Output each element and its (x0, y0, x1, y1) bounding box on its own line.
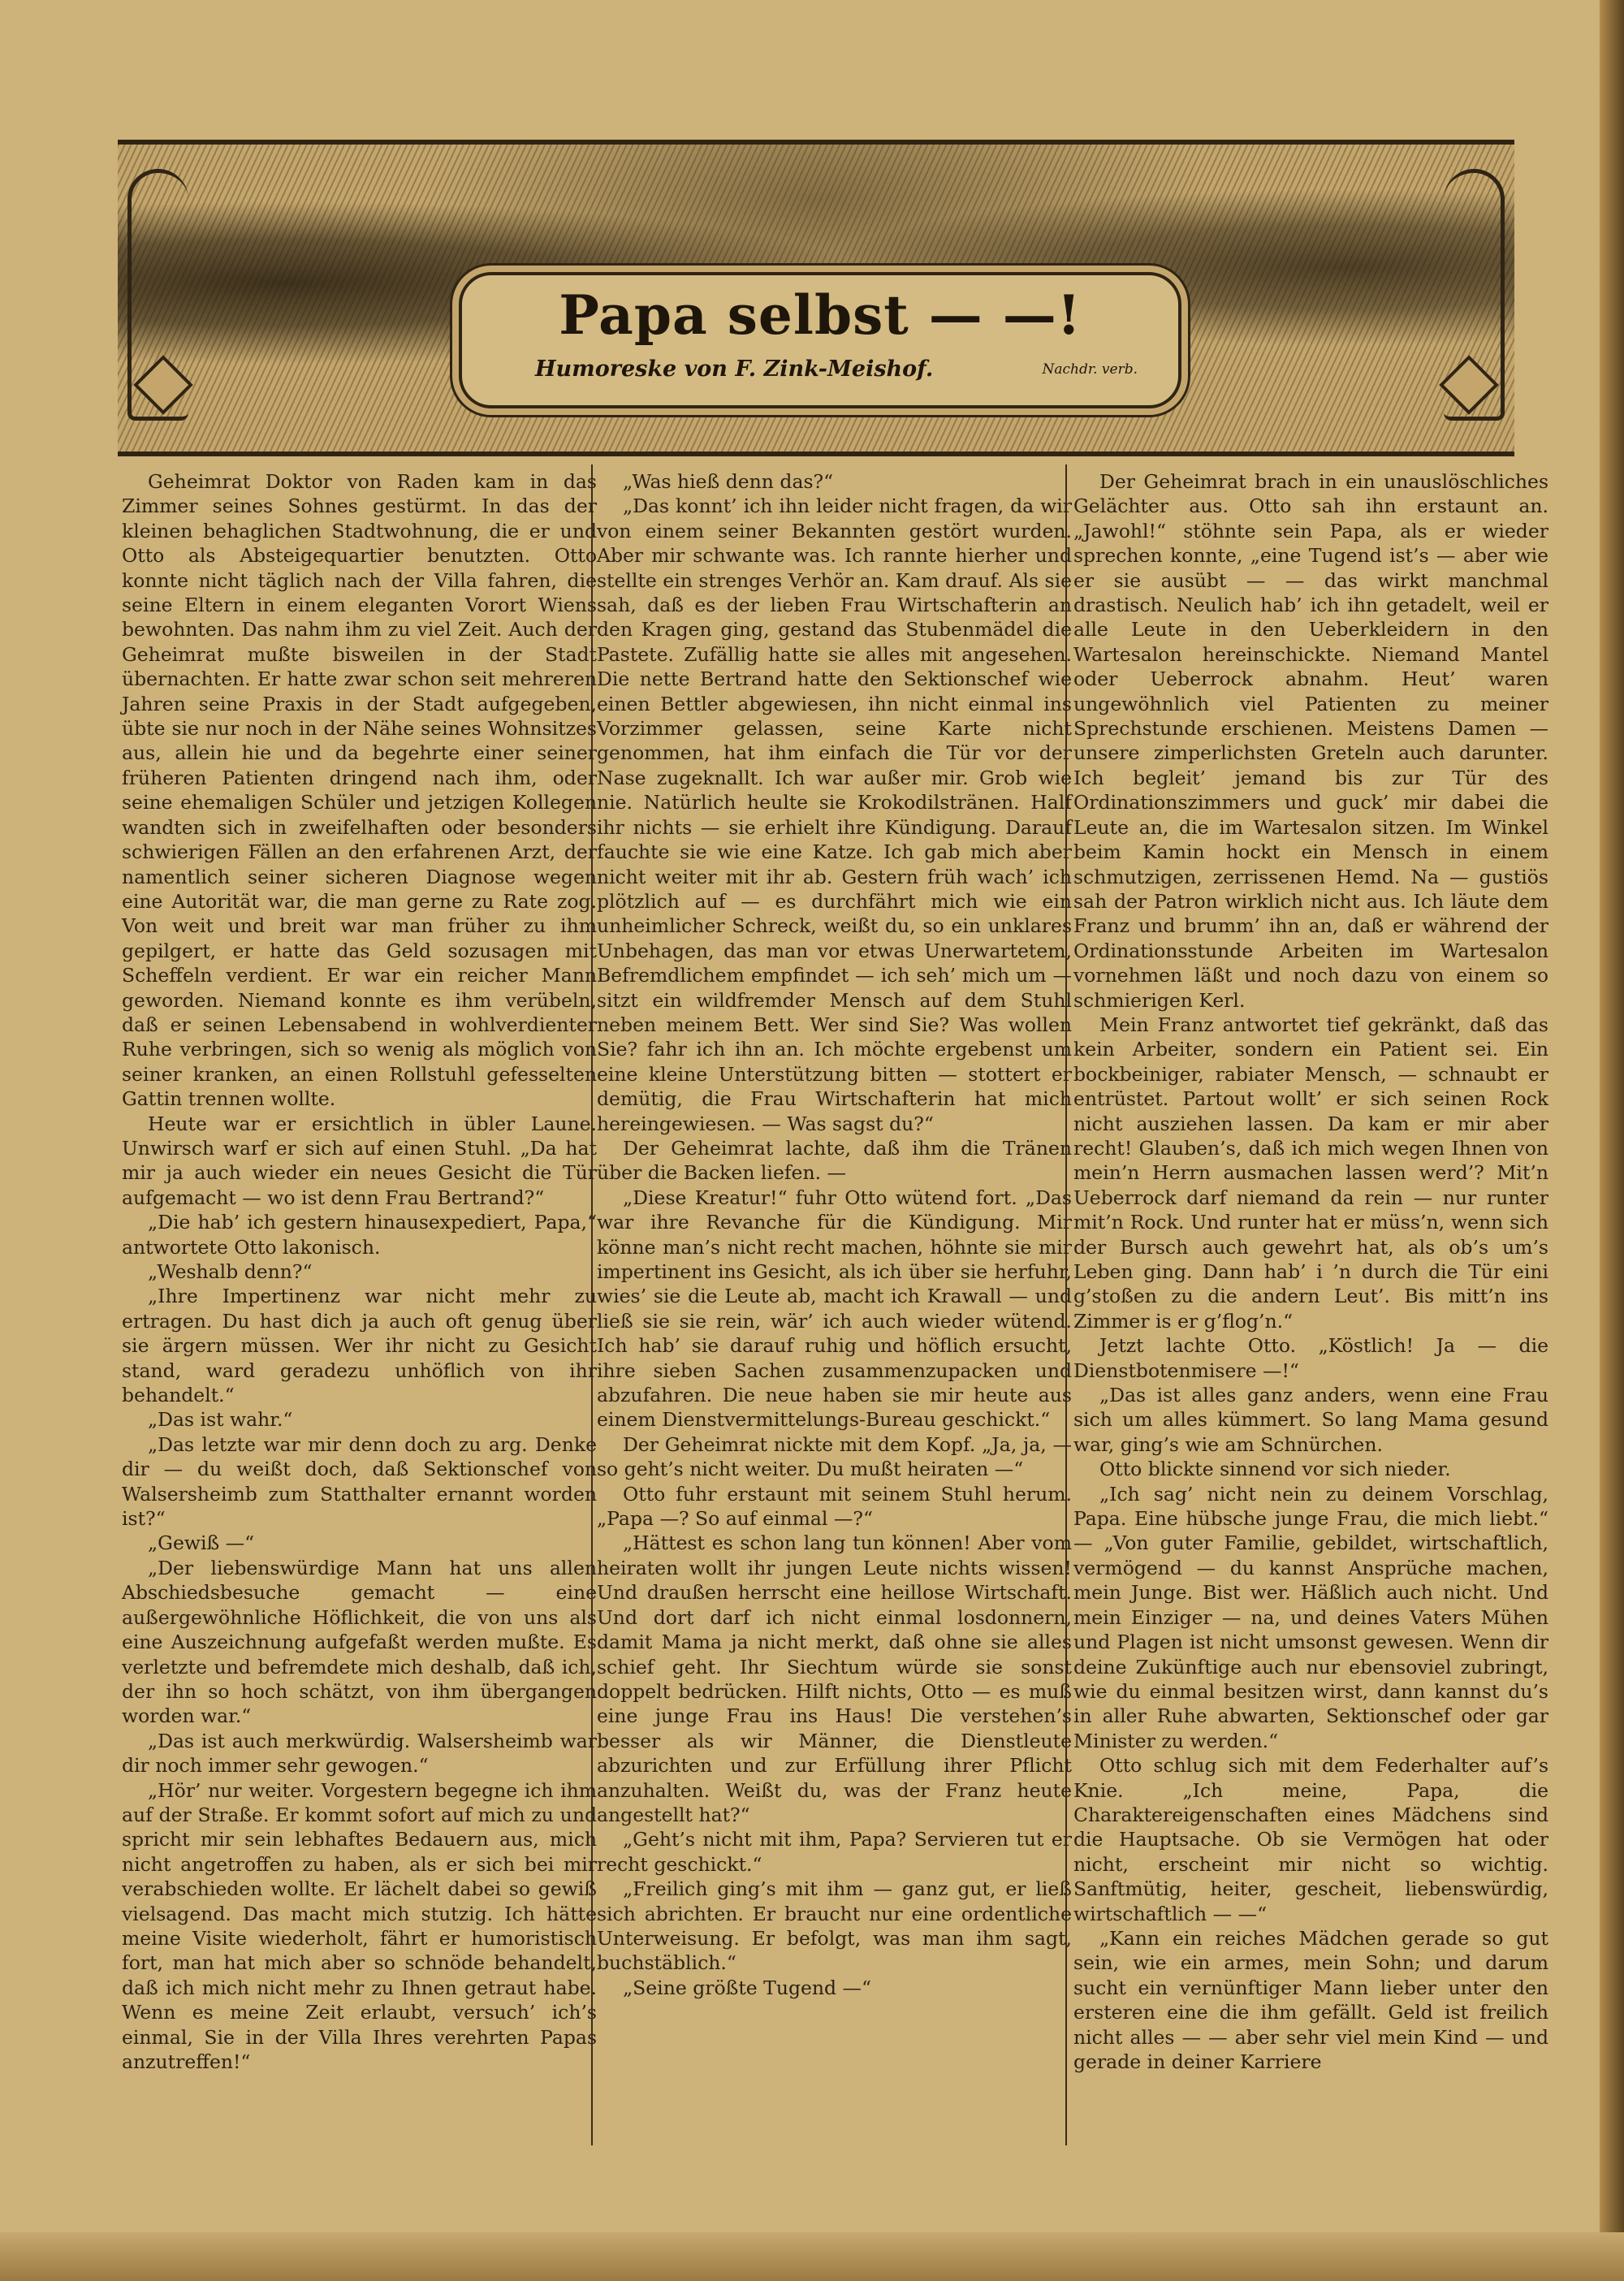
text-column-3 (1073, 469, 1548, 2074)
paragraph: „Freilich ging’s mit ihm — ganz gut, er ließ sich abrichten. Er braucht nur eine ordentliche Unterweisung. Er befolgt, was man ihm sagt, buchstäblich.“ (597, 1877, 1072, 1975)
paragraph: „Hör’ nur weiter. Vorgestern begegne ich ihm auf der Straße. Er kommt sofort auf mich zu und spricht mir sein lebhaftes Bedauern aus, mich nicht angetroffen zu haben, als er sich bei mir verabschieden wollte. Er lächelt dabei so gewiß vielsagend. Das macht mich stutzig. Ich hätte meine Visite wiederholt, fährt er humoristisch fort, man hat mich aber so schnöde behandelt, daß ich mich nicht mehr zu Ihnen getraut habe. Wenn es meine Zeit erlaubt, versuch’ ich’s einmal, Sie in der Villa Ihres verehrten Papas anzutreffen!“ (122, 1778, 597, 2073)
paragraph: Der Geheimrat brach in ein unauslöschliches Gelächter aus. Otto sah ihn erstaunt an. „Jawohl!“ stöhnte sein Papa, als er wieder sprechen konnte, „eine Tugend ist’s — aber wie er sie ausübt — — das wirkt manchmal drastisch. Neulich hab’ ich ihn getadelt, weil er alle Leute in den Ueberkleidern in den Wartesalon hereinschickte. Niemand Mantel oder Ueberrock abnahm. Heut’ waren ungewöhnlich viel Patienten zu meiner Sprechstunde erschienen. Meistens Damen — unsere zimperlichsten Greteln auch darunter. Ich begleit’ jemand bis zur Tür des Ordinationszimmers und guck’ mir dabei die Leute an, die im Wartesalon sitzen. Im Winkel beim Kamin hockt ein Mensch in einem schmutzigen, zerrissenen Hemd. Na — gustiös sah der Patron wirklich nicht aus. Ich läute dem Franz und brumm’ ihn an, daß er während der Ordinationsstunde Arbeiten im Wartesalon vornehmen läßt und noch dazu von einem so schmierigen Kerl. (1073, 470, 1548, 1012)
paragraph: „Der liebenswürdige Mann hat uns allen Abschiedsbesuche gemacht — eine außergewöhnliche Höflichkeit, die von uns als eine Auszeichnung aufgefaßt werden mußte. Es verletzte und befremdete mich deshalb, daß ich, der ihn so hoch schätzt, von ihm übergangen worden war.“ (122, 1556, 597, 1728)
paragraph: „Das letzte war mir denn doch zu arg. Denke dir — du weißt doch, daß Sektionschef von Walsersheimb zum Statthalter ernannt worden ist?“ (122, 1432, 597, 1531)
paragraph: „Diese Kreatur!“ fuhr Otto wütend fort. „Das war ihre Revanche für die Kündigung. Mir könne man’s nicht recht machen, höhnte sie mir impertinent ins Gesicht, als ich über sie herfuhr, wies’ sie die Leute ab, macht ich Krawall — und ließ sie sie rein, wär’ ich auch wieder wütend. Ich hab’ sie darauf ruhig und höflich ersucht, ihre sieben Sachen zusammenzupacken und abzufahren. Die neue haben sie mir heute aus einem Dienstvermittelungs-Bureau geschickt.“ (597, 1186, 1072, 1432)
paragraph: „Was hieß denn das?“ (623, 470, 834, 493)
reprint-note: Nachdr. verb. (1042, 361, 1138, 378)
paragraph: „Die hab’ ich gestern hinausexpediert, Papa,“ antwortete Otto lakonisch. (122, 1211, 597, 1259)
paragraph: Geheimrat Doktor von Raden kam in das Zimmer seines Sohnes gestürmt. In das der kleinen behaglichen Stadtwohnung, die er und Otto als Absteigequartier benutzten. Otto konnte nicht täglich nach der Villa fahren, die seine Eltern in einem eleganten Vorort Wiens bewohnten. Das nahm ihm zu viel Zeit. Auch der Geheimrat mußte bisweilen in der Stadt übernachten. Er hatte zwar schon seit mehreren Jahren seine Praxis in der Stadt aufgegeben, übte sie nur noch in der Nähe seines Wohnsitzes aus, allein hie und da begehrte einer seiner früheren Patienten dringend nach ihm, oder seine ehemaligen Schüler und jetzigen Kollegen wandten sich in zweifelhaften oder besonders schwierigen Fällen an den erfahrenen Arzt, der namentlich seiner sicheren Diagnose wegen eine Autorität war, die man gerne zu Rate zog. Von weit und breit war man früher zu ihm gepilgert, er hatte das Geld sozusagen mit Scheffeln verdient. Er war ein reicher Mann geworden. Niemand konnte es ihm verübeln, daß er seinen Lebensabend in wohlverdienter Ruhe verbringen, sich so wenig als möglich von seiner kranken, an einen Rollstuhl gefesselten Gattin trennen wollte. (122, 470, 597, 1111)
paragraph: Jetzt lachte Otto. „Köstlich! Ja — die Dienstbotenmisere —!“ (1073, 1334, 1548, 1382)
text-column-2 (597, 469, 1072, 2000)
paragraph: „Ich sag’ nicht nein zu deinem Vorschlag, Papa. Eine hübsche junge Frau, die mich liebt.“ — „Von guter Familie, gebildet, wirtschaftlich, vermögend — du kannst Ansprüche machen, mein Junge. Bist wer. Häßlich auch nicht. Und mein Einziger — na, und deines Vaters Mühen und Plagen ist nicht umsonst gewesen. Wenn dir deine Zukünftige auch nur ebensoviel zubringt, wie du einmal besitzen wirst, dann kannst du’s in aller Ruhe abwarten, Sektionschef oder gar Minister zu werden.“ (1073, 1482, 1548, 1752)
paragraph: Heute war er ersichtlich in übler Laune. Unwirsch warf er sich auf einen Stuhl. „Da hat mir ja auch wieder ein neues Gesicht die Tür aufgemacht — wo ist denn Frau Bertrand?“ (122, 1112, 597, 1209)
paragraph: Otto blickte sinnend vor sich nieder. (1099, 1458, 1451, 1481)
page-edge (1600, 0, 1624, 2281)
paragraph: „Das ist wahr.“ (148, 1408, 293, 1432)
paragraph: „Kann ein reiches Mädchen gerade so gut sein, wie ein armes, mein Sohn; und darum sucht ein vernünftiger Mann lieber unter den ersteren eine die ihm gefällt. Geld ist freilich nicht alles — — aber sehr viel mein Kind — und gerade in deiner Karriere (1073, 1926, 1548, 2073)
paragraph: „Hättest es schon lang tun können! Aber vom heiraten wollt ihr jungen Leute nichts wissen! Und draußen herrscht eine heillose Wirtschaft. Und dort darf ich nicht einmal losdonnern, damit Mama ja nicht merkt, daß ohne sie alles schief geht. Ihr Siechtum würde sie sonst doppelt bedrücken. Hilft nichts, Otto — es muß eine junge Frau ins Haus! Die verstehen’s besser als wir Männer, die Dienstleute abzurichten und zur Erfüllung ihrer Pflicht anzuhalten. Weißt du, was der Franz heute angestellt hat?“ (597, 1531, 1072, 1826)
title-cartouche (459, 272, 1181, 408)
paragraph: Otto schlug sich mit dem Federhalter auf’s Knie. „Ich meine, Papa, die Charaktereigenschaften eines Mädchens sind die Hauptsache. Ob sie Vermögen hat oder nicht, erscheint mir nicht so wichtig. Sanftmütig, heiter, gescheit, liebenswürdig, wirtschaftlich — —“ (1073, 1754, 1548, 1925)
article-subtitle: Humoreske von F. Zink-Meishof. (535, 356, 934, 382)
paragraph: Der Geheimrat nickte mit dem Kopf. „Ja, ja, — so geht’s nicht weiter. Du mußt heiraten —“ (597, 1432, 1072, 1481)
paragraph: Otto fuhr erstaunt mit seinem Stuhl herum. „Papa —? So auf einmal —?“ (597, 1482, 1072, 1531)
paragraph: Mein Franz antwortet tief gekränkt, daß das kein Arbeiter, sondern ein Patient sei. Ein bockbeiniger, rabiater Mensch, — schnaubt er entrüstet. Partout wollt’ er sich seinen Rock nicht ausziehen lassen. Da kam er mir aber recht! Glauben’s, daß ich mich wegen Ihnen von mein’n Herrn ausmachen lassen werd’? Mit’n Ueberrock darf niemand da rein — nur runter mit’n Rock. Und runter hat er müss’n, wenn sich der Bursch auch gewehrt hat, als ob’s um’s Leben ging. Dann hab’ i ’n durch die Tür eini g’stoßen zu die andern Leut’. Bis mitt’n ins Zimmer is er g’flog’n.“ (1073, 1013, 1548, 1333)
paragraph: „Gewiß —“ (148, 1531, 255, 1555)
paragraph: „Ihre Impertinenz war nicht mehr zu ertragen. Du hast dich ja auch oft genug über sie ärgern müssen. Wer ihr nicht zu Gesicht stand, ward geradezu unhöflich von ihr behandelt.“ (122, 1285, 597, 1407)
text-column-1 (122, 469, 597, 2074)
paragraph: „Das ist auch merkwürdig. Walsersheimb war dir noch immer sehr gewogen.“ (122, 1729, 597, 1778)
paragraph: „Weshalb denn?“ (148, 1260, 313, 1283)
paragraph: „Seine größte Tugend —“ (623, 1976, 872, 1999)
paragraph: „Geht’s nicht mit ihm, Papa? Servieren tut er recht geschickt.“ (597, 1828, 1072, 1876)
paragraph: Der Geheimrat lachte, daß ihm die Tränen über die Backen liefen. — (597, 1136, 1072, 1185)
paragraph: „Das ist alles ganz anders, wenn eine Frau sich um alles kümmert. So lang Mama gesund war, ging’s wie am Schnürchen. (1073, 1384, 1548, 1456)
article-title: Papa selbst — —! (559, 283, 1082, 347)
page-bottom-margin (0, 2232, 1624, 2281)
paragraph: „Das konnt’ ich ihn leider nicht fragen, da wir von einem seiner Bekannten gestört wurden. Aber mir schwante was. Ich rannte hierher und stellte ein strenges Verhör an. Kam drauf. Als sie sah, daß es der lieben Frau Wirtschafterin an den Kragen ging, gestand das Stubenmädel die Pastete. Zufällig hatte sie alles mit angesehen. Die nette Bertrand hatte den Sektionschef wie einen Bettler abgewiesen, ihn nicht einmal ins Vorzimmer gelassen, seine Karte nicht genommen, hat ihm einfach die Tür vor der Nase zugeknallt. Ich war außer mir. Grob wie nie. Natürlich heulte sie Krokodilstränen. Half ihr nichts — sie erhielt ihre Kündigung. Darauf fauchte sie wie eine Katze. Ich gab mich aber nicht weiter mit ihr ab. Gestern früh wach’ ich plötzlich auf — es durchfährt mich wie ein unheimlicher Schreck, weißt du, so ein unklares Unbehagen, das man vor etwas Unerwartetem, Befremdlichem empfindet — ich seh’ mich um — sitzt ein wildfremder Mensch auf dem Stuhl neben meinem Bett. Wer sind Sie? Was wollen Sie? fahr ich ihn an. Ich möchte ergebenst um eine kleine Unterstützung bitten — stottert er demütig, die Frau Wirtschafterin hat mich hereingewiesen. — Was sagst du?“ (597, 495, 1072, 1135)
